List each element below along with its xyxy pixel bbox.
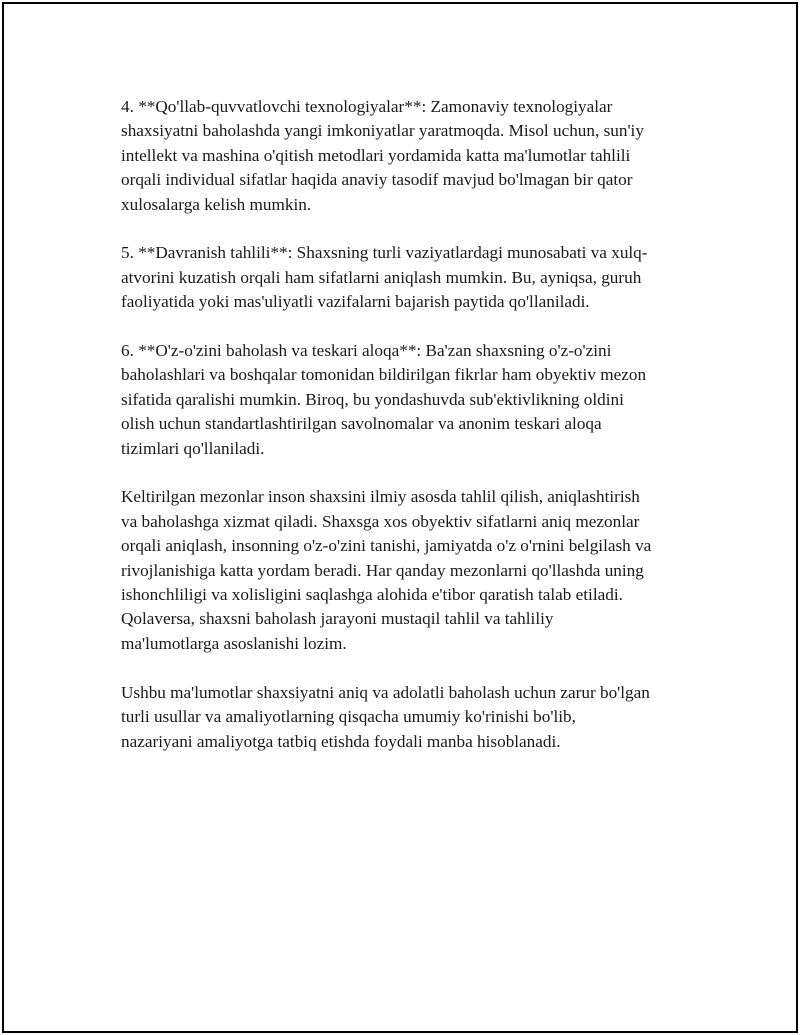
document-body bbox=[121, 95, 701, 778]
paragraph-behavior-analysis: 5. **Davranish tahlili**: Shaxsning turli vaziyatlardagi munosabati va xulq- atvorini kuzatish orqali ham sifatlarni aniqlash mumkin. Bu, ayniqsa, guruh faoliyatida yoki mas'uliyatli vazifalarni bajarish paytida qo'llaniladi. bbox=[121, 243, 648, 312]
paragraph-conclusion: Ushbu ma'lumotlar shaxsiyatni aniq va adolatli baholash uchun zarur bo'lgan turli usullar va amaliyotlarning qisqacha umumiy ko'rinishi bo'lib, nazariyani amaliyotga tatbiq etishda foydali manba hisoblanadi. bbox=[121, 682, 650, 751]
paragraph-self-assessment: 6. **O'z-o'zini baholash va teskari aloqa**: Ba'zan shaxsning o'z-o'zini baholashlari va boshqalar tomonidan bildirilgan fikrlar ham obyektiv mezon sifatida qaralishi mumkin. Biroq, bu yondashuvda sub'ektivlikning oldini olish uchun standartlashtirilgan savolnomalar va anonim teskari aloqa tizimlari qo'llaniladi. bbox=[121, 341, 647, 458]
paragraph-criteria-summary: Keltirilgan mezonlar inson shaxsini ilmiy asosda tahlil qilish, aniqlashtirish va baholashga xizmat qiladi. Shaxsga xos obyektiv sifatlarni aniq mezonlar orqali aniqlash, insonning o'z-o'zini tanishi, jamiyatda o'z o'rnini belgilash va rivojlanishiga katta yordam beradi. Har qanday mezonlarni qo'llashda uning ishonchliligi va xolisligini saqlashga alohida e'tibor qaratish talab etiladi. Qolaversa, shaxsni baholash jarayoni mustaqil tahlil va tahliliy ma'lumotlarga asoslanishi lozim. bbox=[121, 487, 652, 653]
paragraph-supporting-technologies: 4. **Qo'llab-quvvatlovchi texnologiyalar**: Zamonaviy texnologiyalar shaxsiyatni baholashda yangi imkoniyatlar yaratmoqda. Misol uchun, sun'iy intellekt va mashina o'qitish metodlari yordamida katta ma'lumotlar tahlili orqali individual sifatlar haqida anaviy tasodif mavjud bo'lmagan bir qator xulosalarga kelish mumkin. bbox=[121, 97, 644, 214]
document-page bbox=[2, 2, 798, 1033]
